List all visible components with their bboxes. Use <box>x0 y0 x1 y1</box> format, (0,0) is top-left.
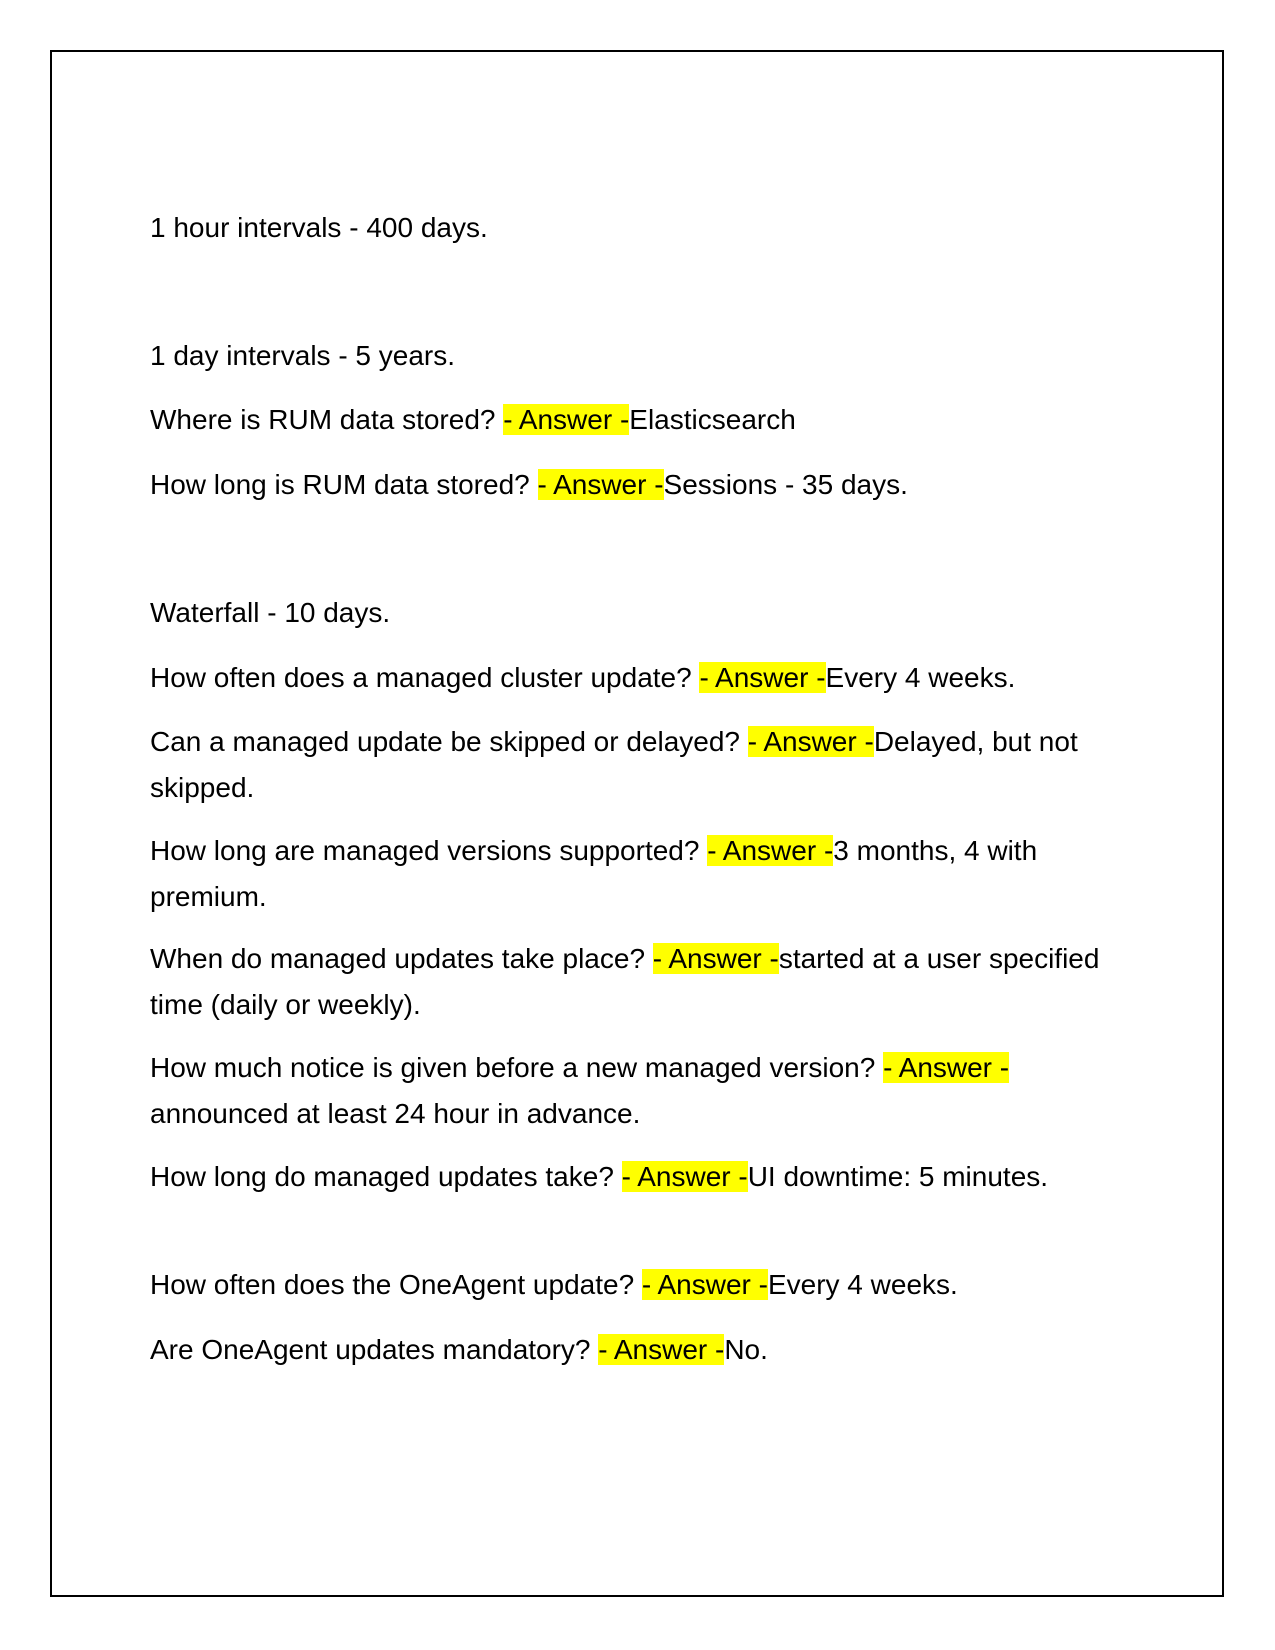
qa-version-support <box>150 828 1130 920</box>
answer-text: UI downtime: 5 minutes. <box>747 1161 1049 1192</box>
answer-marker: - Answer - <box>707 835 834 866</box>
question-text: How often does the OneAgent update? <box>150 1269 642 1300</box>
question-text: How long are managed versions supported? <box>150 835 708 866</box>
answer-text: Elasticsearch <box>629 404 796 435</box>
answer-marker: - Answer - <box>598 1334 725 1365</box>
answer-marker: - Answer - <box>883 1052 1010 1083</box>
question-text: Are OneAgent updates mandatory? <box>150 1334 599 1365</box>
qa-update-timing <box>150 936 1130 1028</box>
answer-text: No. <box>724 1334 768 1365</box>
answer-text: started at a user specified time (daily or weekly). <box>150 943 1100 1020</box>
answer-text: Every 4 weeks. <box>825 662 1016 693</box>
answer-text: announced at least 24 hour in advance. <box>150 1098 641 1129</box>
question-text: When do managed updates take place? <box>150 943 653 974</box>
question-text: How often does a managed cluster update? <box>150 662 700 693</box>
answer-marker: - Answer - <box>747 726 874 757</box>
line-text: Waterfall - 10 days. <box>150 597 391 628</box>
answer-marker: - Answer - <box>641 1269 768 1300</box>
qa-update-notice <box>150 1045 1130 1137</box>
retention-waterfall <box>150 590 390 636</box>
qa-rum-storage-location <box>150 397 796 443</box>
question-text: How long do managed updates take? <box>150 1161 622 1192</box>
answer-text: Delayed, but not skipped. <box>150 726 1078 803</box>
answer-marker: - Answer - <box>652 943 779 974</box>
answer-text: 3 months, 4 with premium. <box>150 835 1038 912</box>
qa-oneagent-mandatory <box>150 1327 768 1373</box>
qa-update-skip-delay <box>150 719 1130 811</box>
question-text: Where is RUM data stored? <box>150 404 504 435</box>
answer-text: Every 4 weeks. <box>767 1269 958 1300</box>
line-text: 1 day intervals - 5 years. <box>150 340 456 371</box>
retention-hour-intervals <box>150 205 488 251</box>
qa-cluster-update-frequency <box>150 655 1015 701</box>
answer-marker: - Answer - <box>537 469 664 500</box>
qa-update-duration <box>150 1154 1130 1200</box>
answer-text: Sessions - 35 days. <box>663 469 908 500</box>
answer-marker: - Answer - <box>503 404 630 435</box>
question-text: How much notice is given before a new managed version? <box>150 1052 884 1083</box>
question-text: How long is RUM data stored? <box>150 469 538 500</box>
retention-day-intervals <box>150 333 455 379</box>
answer-marker: - Answer - <box>699 662 826 693</box>
qa-oneagent-update-frequency <box>150 1262 958 1308</box>
answer-marker: - Answer - <box>621 1161 748 1192</box>
qa-rum-storage-duration <box>150 462 908 508</box>
line-text: 1 hour intervals - 400 days. <box>150 212 488 243</box>
question-text: Can a managed update be skipped or delayed? <box>150 726 748 757</box>
